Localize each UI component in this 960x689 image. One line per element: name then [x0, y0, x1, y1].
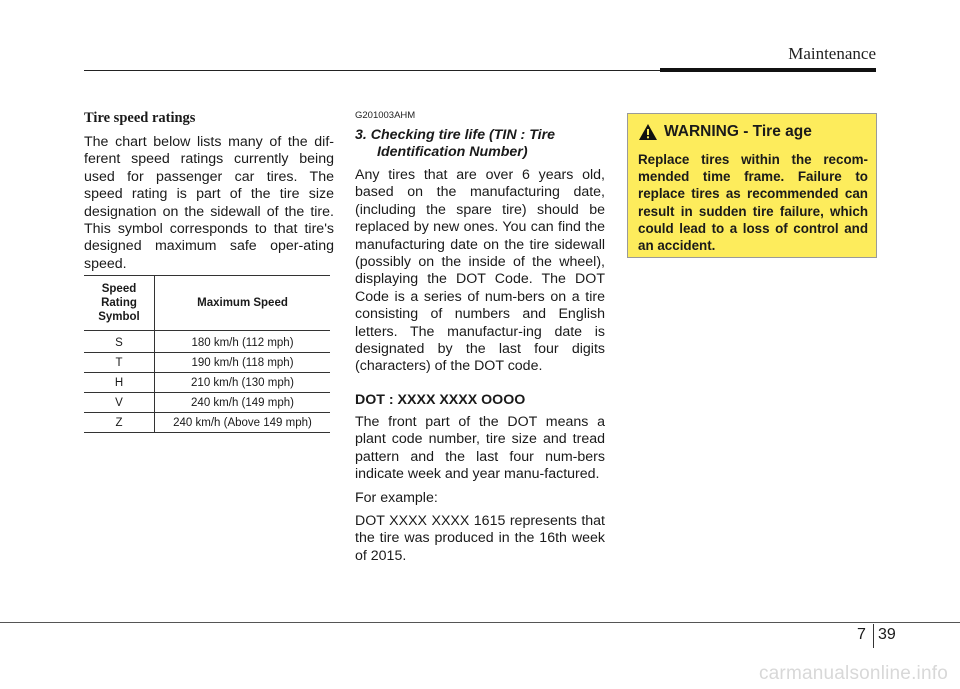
max-speed: 240 km/h (Above 149 mph)	[173, 416, 312, 429]
example-label: For example:	[355, 489, 438, 506]
rating-symbol: Z	[84, 413, 155, 433]
rating-symbol: V	[84, 393, 155, 413]
max-speed: 240 km/h (149 mph)	[191, 396, 294, 409]
dot-explanation-paragraph: The front part of the DOT means a plant code number, tire size and tread pattern and the last four num-bers indicate week and year manu-factured.	[355, 413, 605, 483]
warning-title	[638, 123, 812, 141]
table-row	[84, 393, 330, 413]
speed-rating-table	[84, 275, 330, 433]
watermark: carmanualsonline.info	[758, 663, 948, 684]
table-row	[84, 353, 330, 373]
column-header-symbol: Speed Rating Symbol	[84, 276, 155, 331]
section-code: G201003AHM	[355, 110, 416, 121]
warning-title-text: WARNING - Tire age	[664, 123, 812, 140]
column-header-speed: Maximum Speed	[197, 297, 288, 309]
section-heading: Tire speed ratings	[84, 110, 196, 126]
example-paragraph: DOT XXXX XXXX 1615 represents that the tire was produced in the 16th week of 2015.	[355, 512, 605, 564]
subsection-heading-line2: Identification Number)	[377, 144, 528, 160]
subsection-heading	[355, 127, 605, 161]
chapter-number: 7	[857, 626, 866, 643]
table-row	[84, 373, 330, 393]
table-header-row	[84, 276, 330, 331]
page-header-title: Maintenance	[788, 44, 876, 63]
rating-symbol: S	[84, 331, 155, 353]
tire-age-paragraph: Any tires that are over 6 years old, based on the manufacturing date, (including the spare tire) should be replaced by new ones. You can find the manufacturing date on the tire sidewall (possibly on the inside of the wheel), displaying the DOT Code. The DOT Code is a series of num-bers on a tire consisting of numbers and English letters. The manufactur-ing date is designated by the last four digits (characters) of the DOT code.	[355, 167, 605, 375]
warning-body: Replace tires within the recom-mended time frame. Failure to replace tires as recommended can result in sudden tire failure, which could lead to a loss of control and an accident.	[638, 152, 868, 254]
page-number-divider	[873, 624, 874, 648]
max-speed: 210 km/h (130 mph)	[191, 376, 294, 389]
subsection-heading-line1: 3. Checking tire life (TIN : Tire	[355, 127, 555, 143]
intro-paragraph: The chart below lists many of the dif-ferent speed ratings currently being used for passenger car tires. The speed rating is part of the tire size designation on the sidewall of the tire. This symbol corresponds to that tire's designed maximum safe oper-ating speed.	[84, 134, 334, 272]
warning-box	[627, 113, 877, 258]
max-speed: 190 km/h (118 mph)	[191, 356, 294, 369]
table-row	[84, 331, 330, 353]
rating-symbol: H	[84, 373, 155, 393]
header-rule	[84, 70, 696, 71]
left-column	[84, 110, 334, 273]
footer-rule	[0, 622, 960, 623]
header-rule-accent	[660, 68, 876, 72]
warning-triangle-icon	[638, 123, 658, 141]
rating-symbol: T	[84, 353, 155, 373]
page-number: 39	[878, 626, 896, 643]
table-row	[84, 413, 330, 433]
dot-code-format: DOT : XXXX XXXX OOOO	[355, 391, 526, 408]
middle-column	[355, 110, 605, 565]
max-speed: 180 km/h (112 mph)	[191, 336, 294, 349]
